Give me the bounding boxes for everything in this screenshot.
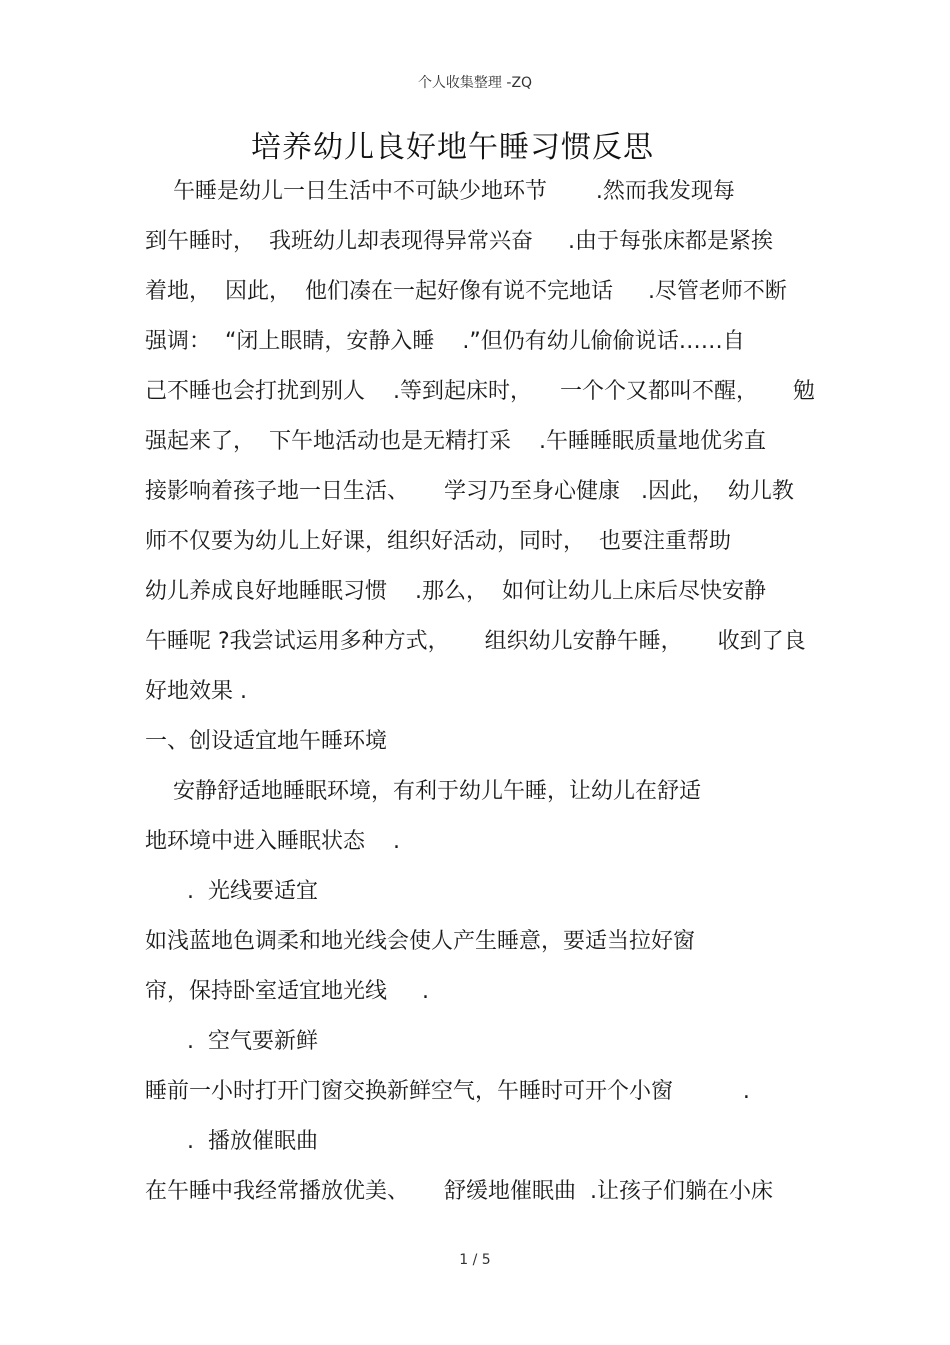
subsection-heading: . 播放催眠曲 [145,1129,318,1154]
paragraph-line: 师不仅要为幼儿上好课，组织好活动，同时， 也要注重帮助 [145,529,731,554]
paragraph-line: 强起来了， 下午地活动也是无精打采 .午睡睡眠质量地优劣直 [145,429,766,454]
paragraph-line: 接影响着孩子地一日生活、 学习乃至身心健康 .因此， 幼儿教 [145,479,794,504]
paragraph-line: 在午睡中我经常播放优美、 舒缓地催眠曲 .让孩子们躺在小床 [145,1179,773,1204]
paragraph-line: 睡前一小时打开门窗交换新鲜空气，午睡时可开个小窗 . [145,1079,750,1104]
paragraph-line: 地环境中进入睡眠状态 . [145,829,400,854]
paragraph-line: 到午睡时， 我班幼儿却表现得异常兴奋 .由于每张床都是紧挨 [145,229,773,254]
page-number: 1 / 5 [459,1252,491,1268]
paragraph-line: 如浅蓝地色调柔和地光线会使人产生睡意，要适当拉好窗 [145,929,696,954]
paragraph-line: 午睡呢 ?我尝试运用多种方式， 组织幼儿安静午睡， 收到了良 [145,629,806,654]
document-title: 培养幼儿良好地午睡习惯反思 [251,130,654,165]
paragraph-line: 安静舒适地睡眠环境，有利于幼儿午睡，让幼儿在舒适 [145,779,701,804]
paragraph-line: 幼儿养成良好地睡眠习惯 .那么， 如何让幼儿上床后尽快安静 [145,579,766,604]
subsection-heading: . 空气要新鲜 [145,1029,318,1054]
paragraph-line: 帘，保持卧室适宜地光线 . [145,979,429,1004]
section-heading: 一、创设适宜地午睡环境 [145,729,388,754]
paragraph-line: 己不睡也会打扰到别人 .等到起床时， 一个个又都叫不醒， 勉 [145,379,815,404]
page-header: 个人收集整理 -ZQ [417,75,533,91]
paragraph-line: 强调： “闭上眼睛，安静入睡 .”但仍有幼儿偷偷说话……自 [145,329,745,354]
subsection-heading: . 光线要适宜 [145,879,318,904]
paragraph-line: 好地效果 . [145,679,247,704]
paragraph-line: 着地， 因此， 他们凑在一起好像有说不完地话 .尽管老师不断 [145,279,787,304]
paragraph-line: 午睡是幼儿一日生活中不可缺少地环节 .然而我发现每 [145,179,735,204]
